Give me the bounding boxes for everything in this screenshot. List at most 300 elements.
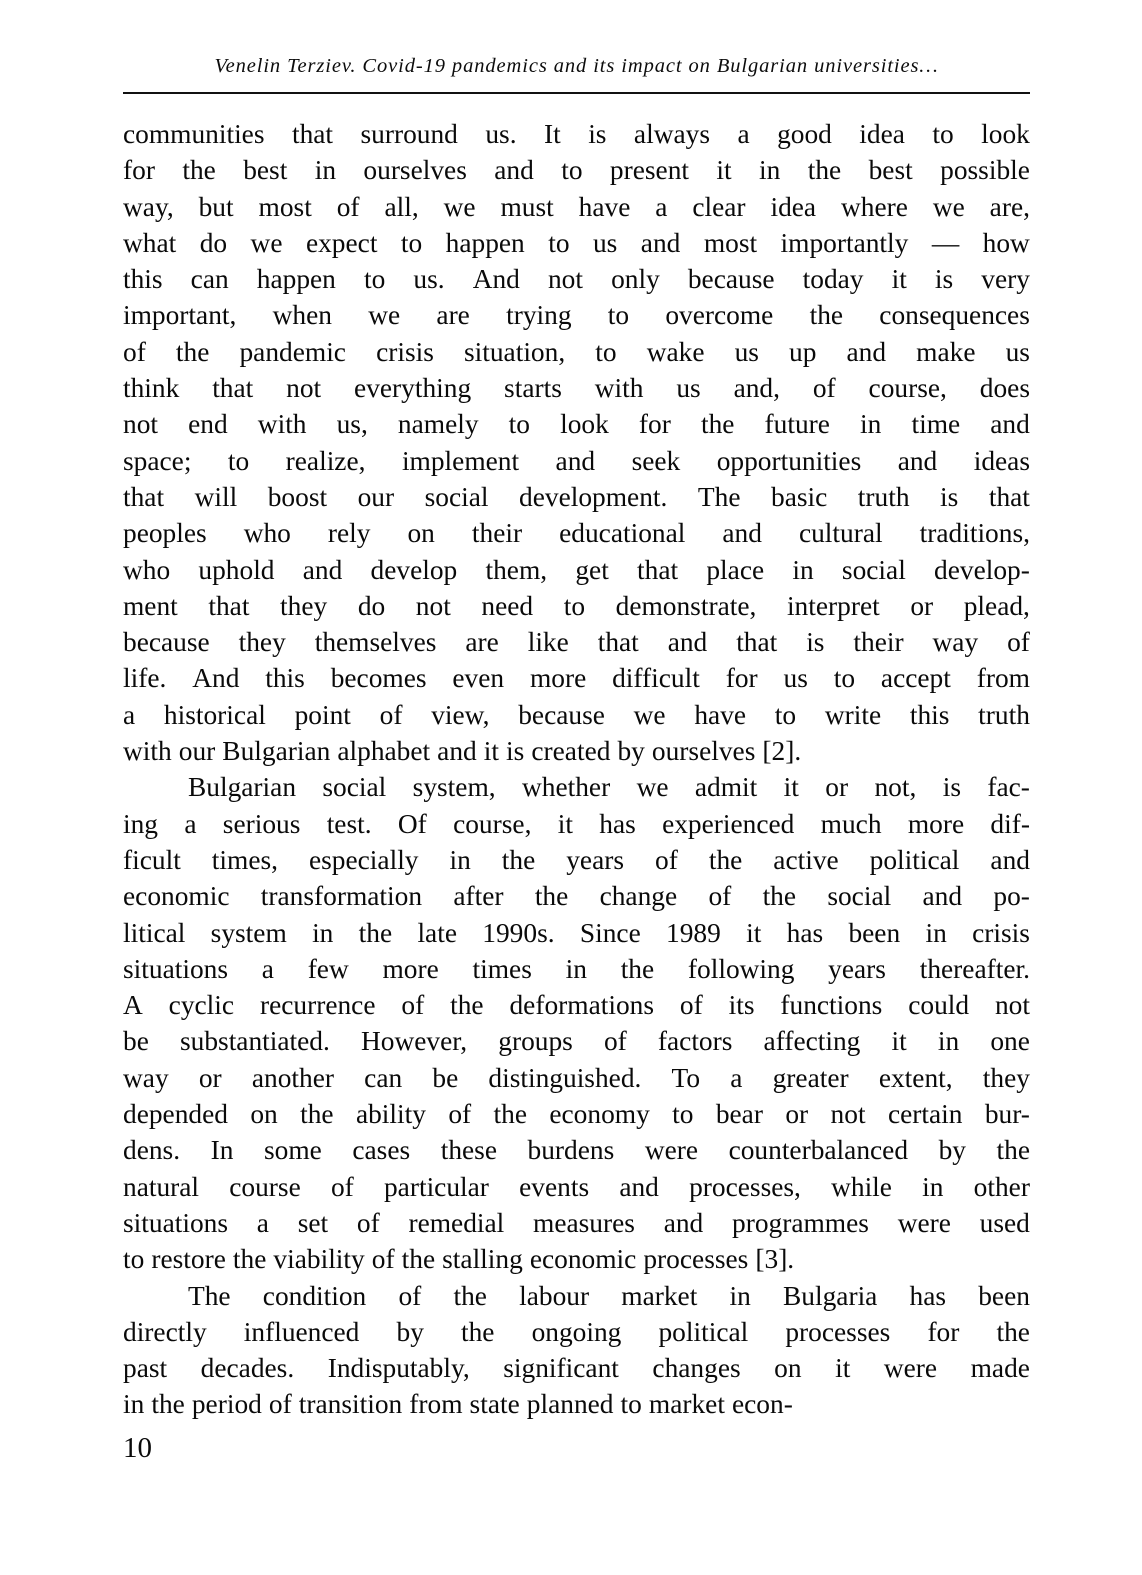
text-word: of (1007, 627, 1030, 658)
text-word: a (737, 119, 750, 149)
text-word: most (258, 191, 312, 222)
text-word: it (716, 155, 732, 186)
text-word: these (440, 1135, 497, 1166)
text-word: not, (874, 772, 917, 803)
text-word: or (785, 1099, 809, 1130)
text-line (123, 951, 1030, 987)
text-word: good (777, 119, 832, 149)
text-word: few (307, 953, 349, 984)
page-number: 10 (123, 1432, 152, 1464)
text-line (123, 842, 1030, 878)
text-word: look (560, 409, 609, 440)
text-word: all, (384, 191, 419, 222)
text-word: like (527, 627, 569, 658)
text-word: where (840, 191, 908, 222)
text-word: in (312, 917, 334, 948)
text-word: bur- (984, 1099, 1030, 1130)
text-word: what (123, 227, 177, 258)
text-word: rely (327, 518, 371, 549)
text-word: been (848, 917, 901, 948)
text-line (123, 1096, 1030, 1132)
text-word: boost (267, 481, 328, 512)
text-word: ability (355, 1099, 426, 1130)
text-word: of (379, 699, 403, 730)
text-word: clear (692, 191, 746, 222)
text-word: situations (123, 953, 229, 984)
text-word: in (314, 155, 337, 186)
text-word: way, (123, 191, 174, 222)
text-word: a (184, 808, 197, 839)
text-word: more (907, 808, 965, 839)
text-word: test. (326, 808, 372, 839)
text-word: because (687, 264, 775, 295)
text-word: to (561, 155, 583, 186)
text-word: not (547, 264, 583, 295)
text-line (123, 334, 1030, 370)
text-word: could (908, 990, 970, 1021)
text-word: it (835, 1353, 851, 1384)
text-line (123, 806, 1030, 842)
text-word: need (481, 590, 534, 621)
text-word: educational (559, 518, 686, 549)
text-word: years (828, 953, 886, 984)
text-word: cases (352, 1135, 411, 1166)
text-word: the (534, 881, 569, 912)
text-word: greater (772, 1062, 849, 1093)
text-word: us (592, 227, 618, 258)
header-divider-rule (123, 92, 1030, 94)
text-word: best (243, 155, 288, 186)
text-word: certain (887, 1099, 963, 1130)
text-word: is (934, 264, 954, 295)
text-word: we (636, 772, 669, 803)
text-word: dens. (123, 1135, 181, 1166)
text-word: to (595, 336, 617, 367)
text-word: communities (123, 119, 265, 149)
text-word: recurrence (259, 990, 376, 1021)
text-word: that (637, 554, 679, 585)
text-word: everything (354, 373, 472, 404)
text-word: were (883, 1353, 938, 1384)
text-word: have (578, 191, 631, 222)
text-word: of (708, 881, 732, 912)
text-word: it (746, 917, 762, 948)
text-word: possible (940, 155, 1030, 186)
text-word: economic (123, 881, 230, 912)
text-line (123, 1023, 1030, 1059)
text-line (123, 1205, 1030, 1241)
text-word: has (786, 917, 824, 948)
text-word: us (676, 373, 701, 404)
text-word: in (792, 554, 814, 585)
text-word: other (973, 1171, 1030, 1202)
text-word: it (783, 772, 799, 803)
text-word: uphold (198, 554, 275, 585)
text-word: trying (506, 300, 572, 331)
text-line (123, 152, 1030, 188)
text-word: and (897, 445, 938, 476)
text-word: make (916, 336, 976, 367)
text-word: In (210, 1135, 234, 1166)
text-word: they (238, 627, 286, 658)
text-word: that (123, 481, 165, 512)
text-word: ideas (973, 445, 1030, 476)
paragraph-2 (123, 769, 1030, 1277)
text-word: of (603, 1026, 627, 1057)
text-word: by (396, 1316, 424, 1347)
text-line (123, 443, 1030, 479)
text-word: for (123, 155, 155, 186)
text-word: course, (868, 373, 947, 404)
text-word: directly (123, 1316, 207, 1347)
text-word: the (175, 336, 210, 367)
text-word: up (789, 336, 817, 367)
text-word: life. (123, 663, 167, 694)
text-word: 1989 (666, 917, 721, 948)
text-word: to (607, 300, 630, 331)
text-word: themselves (314, 627, 437, 658)
text-line (123, 1314, 1030, 1350)
text-word: way (932, 627, 979, 658)
text-line (123, 660, 1030, 696)
text-word: ongoing (531, 1316, 622, 1347)
text-line (123, 297, 1030, 333)
running-head: Venelin Terziev. Covid-19 pandemics and its impact on Bulgarian universities… (214, 55, 939, 77)
text-word: look (981, 119, 1030, 149)
text-line (123, 189, 1030, 225)
text-word: develop- (934, 554, 1030, 585)
text-word: bear (715, 1099, 763, 1130)
text-word: for (638, 409, 671, 440)
text-word: following (687, 953, 795, 984)
text-word: ficult (123, 844, 181, 875)
text-word: the (501, 844, 536, 875)
text-word: of (356, 1207, 380, 1238)
text-word: interpret (786, 590, 880, 621)
text-word: and (640, 227, 681, 258)
text-word: will (194, 481, 238, 512)
text-word: a (261, 953, 274, 984)
text-word: very (981, 264, 1030, 295)
text-word: of (123, 336, 146, 367)
text-word: natural (123, 1171, 200, 1202)
text-word: the (708, 844, 743, 875)
text-line (123, 552, 1030, 588)
text-word: the (493, 1099, 527, 1130)
text-word: opportunities (716, 445, 862, 476)
text-word: traditions, (919, 518, 1030, 549)
text-word: fac- (987, 772, 1030, 803)
text-word: we (368, 300, 401, 331)
text-word: is (942, 772, 961, 803)
text-word: becomes (330, 663, 427, 694)
text-word: it (891, 264, 907, 295)
text-word: because (518, 699, 605, 730)
text-word: been (978, 1280, 1030, 1311)
text-word: peoples (123, 518, 207, 549)
text-word: po- (993, 881, 1030, 912)
text-word: for (927, 1316, 960, 1347)
text-word: overcome (665, 300, 774, 331)
text-word: historical (163, 699, 266, 730)
text-word: must (500, 191, 554, 222)
text-word: to (672, 1099, 694, 1130)
text-word: realize, (285, 445, 366, 476)
text-word: today (802, 264, 864, 295)
text-word: another (251, 1062, 334, 1093)
text-word: change (599, 881, 678, 912)
text-word: us. (485, 119, 517, 149)
text-word: in (922, 1171, 944, 1202)
text-word: measures (533, 1207, 635, 1238)
text-word: their (853, 627, 904, 658)
text-word: implement (401, 445, 520, 476)
text-word: surround (360, 119, 458, 149)
text-word: cultural (798, 518, 883, 549)
text-word: Bulgarian (188, 772, 297, 803)
text-word: us (1005, 336, 1030, 367)
text-word: be (432, 1062, 459, 1093)
text-word: are (465, 627, 499, 658)
text-line (123, 1060, 1030, 1096)
text-word: Bulgaria (783, 1280, 878, 1311)
text-word: groups (498, 1026, 573, 1057)
text-word: happen (256, 264, 336, 295)
text-word: course, (453, 808, 532, 839)
text-word: is (940, 481, 959, 512)
text-word: The (697, 481, 741, 512)
text-word: and (667, 627, 708, 658)
text-word: of (448, 1099, 472, 1130)
text-word: some (263, 1135, 322, 1166)
text-word: because (123, 627, 210, 658)
text-word: that (736, 627, 778, 658)
text-word: can (364, 1062, 403, 1093)
text-word: times, (211, 844, 278, 875)
text-word: It (544, 119, 561, 149)
text-word: even (452, 663, 505, 694)
text-word: social (827, 881, 892, 912)
text-word: always (633, 119, 710, 149)
text-word: and (663, 1207, 704, 1238)
text-word: we (443, 191, 476, 222)
text-word: of (655, 844, 678, 875)
text-word: present (609, 155, 690, 186)
text-word: and (302, 554, 343, 585)
text-word: used (979, 1207, 1030, 1238)
text-word: transformation (260, 881, 423, 912)
text-word: dif- (990, 808, 1030, 839)
text-word: for (725, 663, 758, 694)
text-word: we (932, 191, 965, 222)
text-word: how (982, 227, 1030, 258)
text-word: they (982, 1062, 1030, 1093)
text-word: us. (413, 264, 445, 295)
text-line (123, 406, 1030, 442)
text-word: point (294, 699, 351, 730)
text-word: labour (519, 1280, 590, 1311)
text-word: and, (733, 373, 780, 404)
text-word: by (938, 1135, 966, 1166)
text-word: from (976, 663, 1030, 694)
text-word: to (932, 119, 954, 149)
text-word: or (910, 590, 934, 621)
text-word: of (330, 1171, 354, 1202)
text-line (123, 515, 1030, 551)
text-word: system, (412, 772, 496, 803)
text-word: the (700, 409, 735, 440)
text-word: basic (771, 481, 828, 512)
text-word: economy (549, 1099, 650, 1130)
text-word: the (453, 1280, 487, 1311)
text-word: idea (770, 191, 817, 222)
text-word: its (728, 990, 755, 1021)
text-word: crisis (972, 917, 1030, 948)
text-word: best (868, 155, 913, 186)
text-word: not (123, 409, 159, 440)
text-word: we (250, 227, 283, 258)
text-word: The (188, 1280, 231, 1311)
text-word: social (841, 554, 906, 585)
text-word: ourselves (363, 155, 467, 186)
text-word: processes, (689, 1171, 801, 1202)
text-line (123, 479, 1030, 515)
text-word: on (250, 1099, 278, 1130)
text-word: to (548, 227, 570, 258)
text-word: has (599, 808, 636, 839)
text-word: to (833, 663, 856, 694)
text-word: were (897, 1207, 951, 1238)
text-word: deformations (509, 990, 654, 1021)
text-word: political (658, 1316, 749, 1347)
text-word: in (937, 1026, 960, 1057)
text-word: that (291, 119, 334, 149)
text-word: decades. (200, 1353, 295, 1384)
text-word: end (188, 409, 228, 440)
text-word: and (990, 409, 1030, 440)
text-word: a (730, 1062, 743, 1093)
text-word: time (911, 409, 961, 440)
text-word: and (494, 155, 534, 186)
text-word: who (123, 554, 171, 585)
text-word: space; (123, 445, 192, 476)
text-line (123, 225, 1030, 261)
text-word: distinguished. (488, 1062, 642, 1093)
text-word: view, (431, 699, 490, 730)
text-word: our (357, 481, 395, 512)
text-word: made (970, 1353, 1030, 1384)
text-word: and (555, 445, 596, 476)
text-word: set (297, 1207, 329, 1238)
text-word: cyclic (168, 990, 235, 1021)
text-word: are (436, 300, 470, 331)
text-word: not (994, 990, 1030, 1021)
text-word: the (809, 300, 844, 331)
text-line (123, 1350, 1030, 1386)
text-word: expect (305, 227, 378, 258)
text-word: it (557, 808, 573, 839)
text-word: of (401, 990, 425, 1021)
text-word: truth (978, 699, 1030, 730)
text-line (123, 1278, 1030, 1314)
text-word: and (619, 1171, 659, 1202)
text-word: demonstrate, (615, 590, 757, 621)
text-word: of (336, 191, 360, 222)
text-line (123, 624, 1030, 660)
text-word: much (820, 808, 882, 839)
text-word: truth (857, 481, 910, 512)
text-word: to (227, 445, 250, 476)
text-word: important, (123, 300, 237, 331)
text-word: the (358, 917, 393, 948)
text-word: and (846, 336, 887, 367)
text-word: us, (336, 409, 368, 440)
text-word: pandemic (239, 336, 346, 367)
text-line (123, 697, 1030, 733)
text-word: while (831, 1171, 892, 1202)
text-word: do (199, 227, 228, 258)
text-word: place (706, 554, 765, 585)
text-word: of (398, 1280, 422, 1311)
text-word: However, (360, 1026, 468, 1057)
text-word: factors (657, 1026, 733, 1057)
text-word: be (123, 1026, 149, 1057)
text-word: wake (646, 336, 705, 367)
text-word: in (860, 409, 882, 440)
text-word: in (759, 155, 781, 186)
text-word: it (891, 1026, 907, 1057)
text-word: accept (880, 663, 951, 694)
text-word: they (280, 590, 328, 621)
text-word: not (286, 373, 322, 404)
text-word: A (123, 990, 143, 1021)
text-word: starts (504, 373, 562, 404)
text-word: most (703, 227, 758, 258)
text-word: to (400, 227, 423, 258)
text-word: we (633, 699, 666, 730)
text-word: this (265, 663, 305, 694)
text-line (123, 769, 1030, 805)
text-word: a (123, 699, 136, 730)
text-line: with our Bulgarian alphabet and it is created by ourselves [2]. (123, 736, 802, 767)
text-word: more (529, 663, 587, 694)
text-word: of (679, 990, 703, 1021)
paragraph-1 (123, 116, 1030, 769)
text-word: crisis (376, 336, 434, 367)
text-line (123, 370, 1030, 406)
text-word: is (806, 627, 825, 658)
text-word: and (722, 518, 762, 549)
text-word: plead, (963, 590, 1030, 621)
text-word: happen (445, 227, 525, 258)
text-word: or (198, 1062, 222, 1093)
text-word: social (322, 772, 387, 803)
text-word: are, (989, 191, 1030, 222)
text-word: on (407, 518, 435, 549)
text-word: does (979, 373, 1030, 404)
text-word: when (272, 300, 332, 331)
text-word: course (229, 1171, 301, 1202)
text-word: that (597, 627, 639, 658)
text-word: ment (123, 590, 178, 621)
text-line: in the period of transition from state planned to market econ- (123, 1389, 793, 1420)
text-word: condition (262, 1280, 367, 1311)
text-word: not (415, 590, 451, 621)
text-word: is (588, 119, 607, 149)
text-word: only (611, 264, 660, 295)
text-word: their (471, 518, 523, 549)
text-line (123, 1169, 1030, 1205)
